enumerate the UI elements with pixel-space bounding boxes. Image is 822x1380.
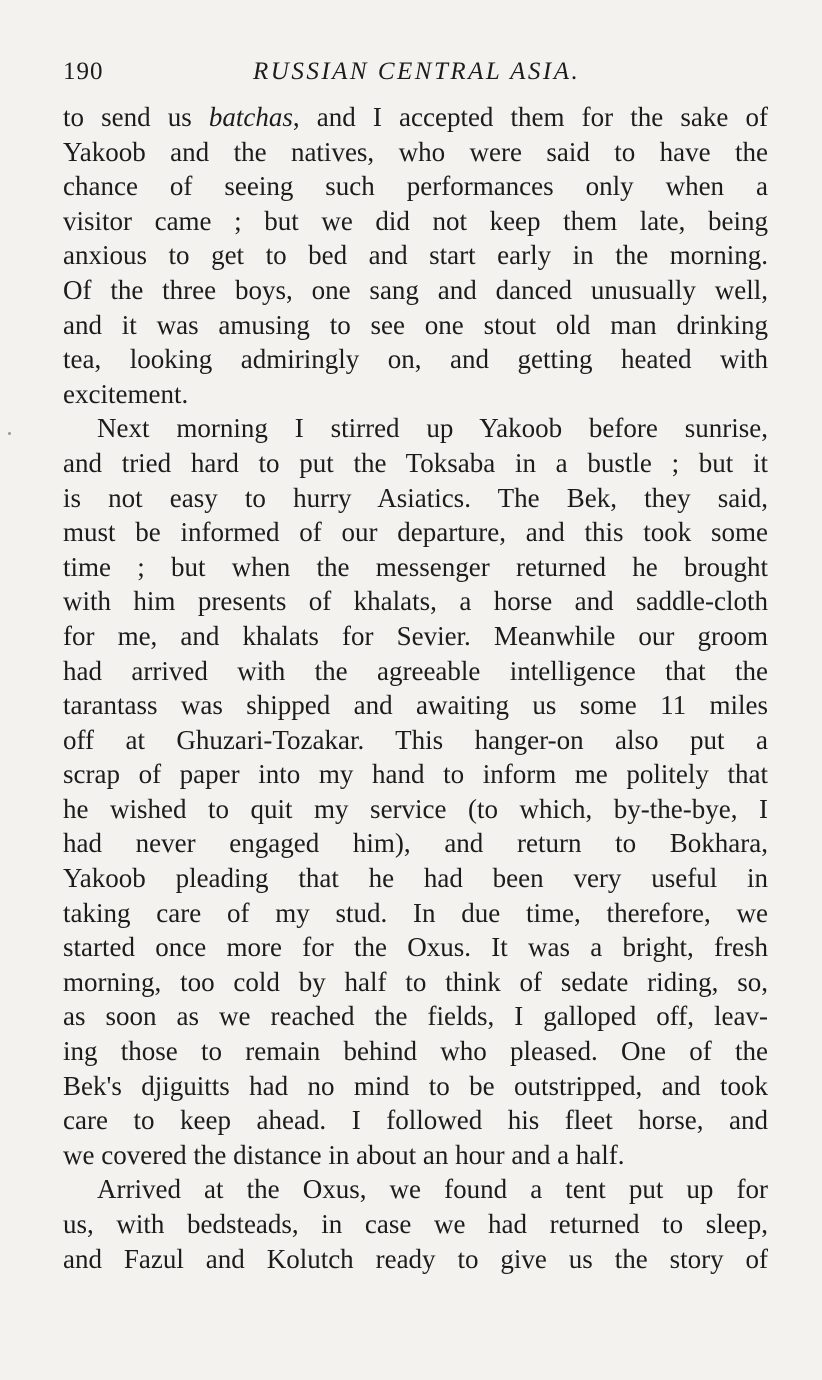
text-run: Arrived at the Oxus, we found a tent put up for <box>97 1174 768 1205</box>
text-line <box>63 446 768 481</box>
text-run: Of the three boys, one sang and danced unusually well, <box>63 274 768 305</box>
text-run: with him presents of khalats, a horse and saddle-cloth <box>63 586 768 617</box>
text-line <box>63 377 768 412</box>
text-line <box>63 1207 768 1242</box>
text-line <box>63 826 768 861</box>
text-line <box>63 204 768 239</box>
text-line <box>63 550 768 585</box>
text-line <box>63 1034 768 1069</box>
page-number: 190 <box>63 58 104 85</box>
text-line <box>63 619 768 654</box>
text-line <box>63 273 768 308</box>
text-run: for me, and khalats for Sevier. Meanwhile our groom <box>63 620 768 651</box>
text-run: scrap of paper into my hand to inform me politely that <box>63 759 768 790</box>
text-run: had arrived with the agreeable intelligence that the <box>63 655 768 686</box>
text-run: off at Ghuzari-Tozakar. This hanger-on also put a <box>63 724 768 755</box>
text-run: is not easy to hurry Asiatics. The Bek, they said, <box>63 482 768 513</box>
text-line <box>63 411 768 446</box>
text-run: us, with bedsteads, in case we had returned to sleep, <box>63 1209 768 1239</box>
text-line <box>63 238 768 273</box>
text-run: tarantass was shipped and awaiting us some 11 miles <box>63 690 768 721</box>
text-line <box>63 342 768 377</box>
text-run: and it was amusing to see one stout old man drinking <box>63 309 768 340</box>
text-run: Yakoob and the natives, who were said to have the <box>63 136 768 167</box>
text-line <box>63 896 768 931</box>
text-line <box>63 999 768 1034</box>
text-run: chance of seeing such performances only when a <box>63 171 768 202</box>
text-run: and Fazul and Kolutch ready to give us the story of <box>63 1243 768 1274</box>
paragraph <box>63 411 768 1172</box>
text-line <box>63 1138 768 1173</box>
text-line <box>63 723 768 758</box>
text-run: started once more for the Oxus. It was a bright, fresh <box>63 932 768 963</box>
text-line <box>63 169 768 204</box>
running-title: RUSSIAN CENTRAL ASIA. <box>253 58 581 85</box>
text-line <box>63 861 768 896</box>
text-run: , and I accepted them for the sake of <box>292 102 768 132</box>
italic-run: batchas <box>208 102 293 132</box>
text-run: care to keep ahead. I followed his fleet horse, and <box>63 1105 768 1136</box>
text-run: must be informed of our departure, and this took some <box>63 517 768 548</box>
text-line <box>63 1172 768 1207</box>
text-run: excitement. <box>63 378 189 409</box>
text-run: Bek's djiguitts had no mind to be outstripped, and took <box>63 1070 768 1101</box>
text-run: time ; but when the messenger returned he brought <box>63 551 768 582</box>
text-run: morning, too cold by half to think of sedate riding, so, <box>63 966 768 997</box>
text-line <box>63 100 768 135</box>
text-run: anxious to get to bed and start early in the morning. <box>63 240 768 271</box>
text-run: and tried hard to put the Toksaba in a bustle ; but it <box>63 447 768 478</box>
running-head <box>63 58 768 92</box>
text-run: as soon as we reached the fields, I galloped off, leav- <box>63 1001 768 1032</box>
text-run: we covered the distance in about an hour and a half. <box>63 1139 625 1170</box>
text-line <box>63 515 768 550</box>
text-line <box>63 757 768 792</box>
text-run: Next morning I stirred up Yakoob before sunrise, <box>97 413 768 444</box>
text-line <box>63 584 768 619</box>
text-line <box>63 688 768 723</box>
text-line <box>63 308 768 343</box>
text-run: tea, looking admiringly on, and getting heated with <box>63 344 768 375</box>
text-run: he wished to quit my service (to which, by-the-bye, I <box>63 793 768 824</box>
text-line <box>63 792 768 827</box>
paragraph <box>63 1172 768 1276</box>
margin-speck <box>8 432 11 435</box>
text-run: had never engaged him), and return to Bokhara, <box>63 828 768 859</box>
text-line <box>63 965 768 1000</box>
text-line <box>63 930 768 965</box>
text-run: Yakoob pleading that he had been very useful in <box>63 863 768 894</box>
text-run: visitor came ; but we did not keep them late, being <box>63 205 768 236</box>
text-line <box>63 1069 768 1104</box>
text-run: to send us <box>63 102 209 132</box>
text-line <box>63 1242 768 1277</box>
text-line <box>63 1103 768 1138</box>
text-line <box>63 481 768 516</box>
body-text <box>63 100 768 1276</box>
text-line <box>63 654 768 689</box>
text-line <box>63 135 768 170</box>
text-run: taking care of my stud. In due time, therefore, we <box>63 897 768 928</box>
text-run: ing those to remain behind who pleased. One of the <box>63 1036 768 1067</box>
paragraph <box>63 100 768 411</box>
